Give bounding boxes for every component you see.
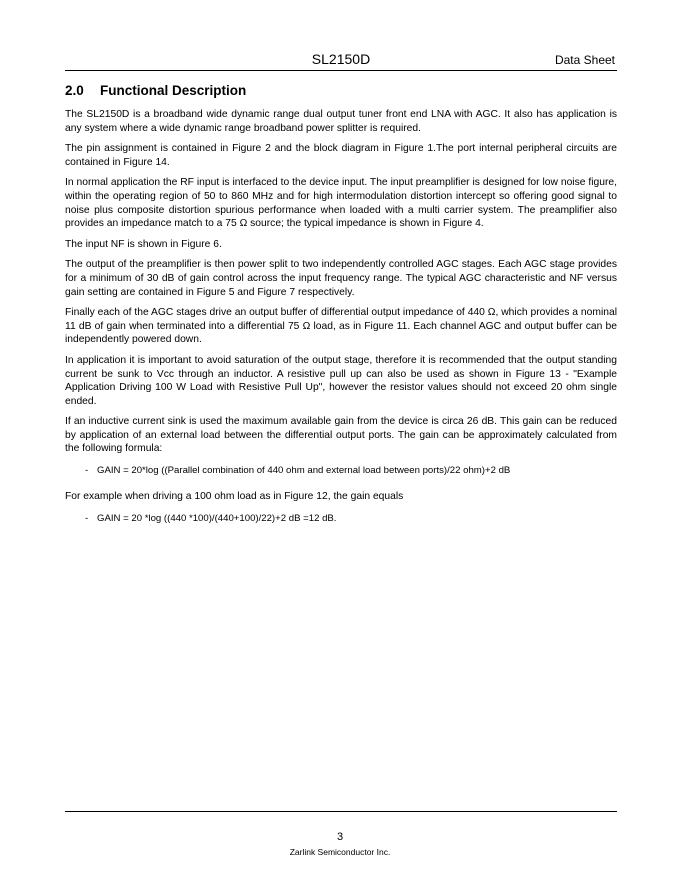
section-number: 2.0: [65, 83, 84, 98]
paragraph-inductive-sink: If an inductive current sink is used the maximum available gain from the device is circa 26 dB. This gain can be reduced by application of an external load between the differential output ports. The gain can be approximately calculated from the following formula:: [65, 416, 617, 455]
formula-example: [85, 512, 617, 525]
formula-list-general: [85, 464, 617, 477]
page-body: [65, 82, 617, 538]
paragraph-overview: The SL2150D is a broadband wide dynamic range dual output tuner front end LNA with AGC. It also has application is any system where a wide dynamic range broadband power splitter is required.: [65, 109, 617, 134]
paragraph-agc-stages: The output of the preamplifier is then power split to two independently controlled AGC stages. Each AGC stage provides for a minimum of 30 dB of gain control across the input frequency range. The typical AGC characteristic and NF versus gain setting are contained in Figure 5 and Figure 7 respectively.: [65, 259, 617, 298]
paragraph-pin-assignment: The pin assignment is contained in Figure 2 and the block diagram in Figure 1.The port internal peripheral circuits are contained in Figure 14.: [65, 143, 617, 168]
paragraph-output-saturation: In application it is important to avoid saturation of the output stage, therefore it is recommended that the output standing current be sunk to Vcc through an inductor. A resistive pull up can also be used as shown in Figure 13 - "Example Application Driving 100 W Load with Resistive Pull Up", however the resistor values should not exceed 20 ohm single ended.: [65, 354, 617, 407]
document-type-label: Data Sheet: [554, 53, 615, 67]
section-title: Functional Description: [100, 83, 247, 98]
document-title: SL2150D: [311, 51, 371, 67]
paragraph-input-nf: The input NF is shown in Figure 6.: [65, 238, 222, 250]
page-number: 3: [336, 831, 344, 843]
formula-example-text: GAIN = 20 *log ((440 *100)/(440+100)/22)+2 dB =12 dB.: [97, 512, 337, 524]
header-divider: [65, 70, 617, 71]
formula-list-example: [85, 512, 617, 525]
paragraph-rf-input: In normal application the RF input is interfaced to the device input. The input preamplifier is designed for low noise figure, within the operating region of 50 to 860 MHz and for high intermodulation distortion intercept so offering good signal to noise plus composite distortion spurious performance when loaded with a multi carrier system. The preamplifier also provides an impedance match to a 75 Ω source; the typical impedance is shown in Figure 4.: [65, 177, 617, 230]
paragraph-example: For example when driving a 100 ohm load as in Figure 12, the gain equals: [65, 491, 404, 503]
section-heading: [65, 82, 617, 100]
page-header: [65, 50, 617, 72]
list-dash: -: [85, 512, 89, 524]
footer-divider: [65, 811, 617, 812]
formula-general: [85, 464, 617, 477]
formula-general-text: GAIN = 20*log ((Parallel combination of 440 ohm and external load between ports)/22 ohm)+2 dB: [97, 465, 511, 477]
paragraph-output-buffer: Finally each of the AGC stages drive an output buffer of differential output impedance of 440 Ω, which provides a nominal 11 dB of gain when terminated into a differential 75 Ω load, as in Figure 11. Each channel AGC and output buffer can be independently powered down.: [65, 307, 617, 346]
list-dash: -: [85, 465, 89, 477]
footer-company: Zarlink Semiconductor Inc.: [289, 847, 391, 857]
